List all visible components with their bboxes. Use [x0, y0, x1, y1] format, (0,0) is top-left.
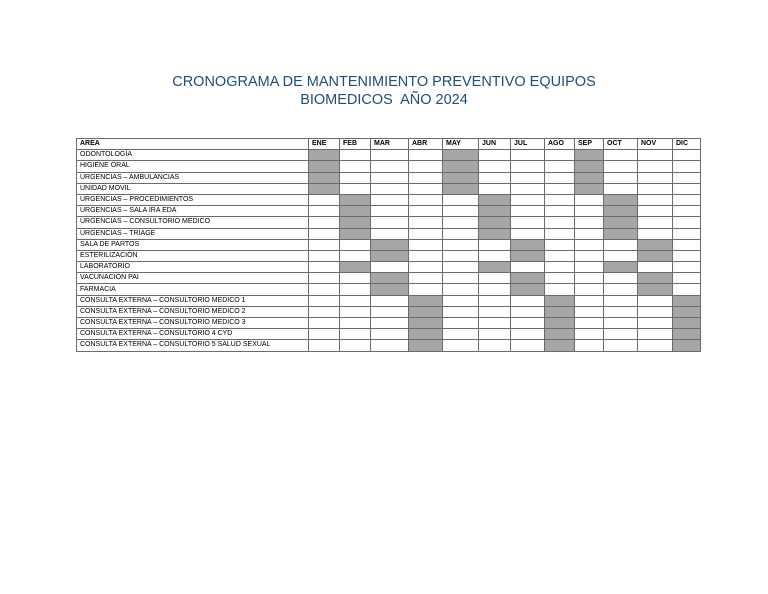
month-cell: [309, 340, 340, 351]
month-cell: [409, 217, 443, 228]
table-row: [77, 217, 701, 228]
month-cell: [443, 295, 479, 306]
table-row: [77, 262, 701, 273]
month-cell: [511, 172, 545, 183]
month-cell: [443, 262, 479, 273]
month-cell: [443, 329, 479, 340]
scheduled-month-cell: [443, 183, 479, 194]
scheduled-month-cell: [479, 194, 511, 205]
month-cell: [479, 172, 511, 183]
scheduled-month-cell: [638, 250, 673, 261]
month-cell: [409, 150, 443, 161]
scheduled-month-cell: [673, 295, 701, 306]
month-cell: [575, 318, 604, 329]
month-cell: [575, 295, 604, 306]
month-cell: [340, 172, 371, 183]
month-cell: [443, 318, 479, 329]
month-cell: [673, 206, 701, 217]
month-cell: [340, 284, 371, 295]
month-cell: [604, 239, 638, 250]
month-cell: [479, 329, 511, 340]
month-cell: [409, 228, 443, 239]
month-cell: [409, 194, 443, 205]
header-month-jul: JUL: [511, 139, 545, 150]
table-row: [77, 172, 701, 183]
table-row: [77, 284, 701, 295]
month-cell: [479, 239, 511, 250]
month-cell: [673, 250, 701, 261]
month-cell: [638, 194, 673, 205]
scheduled-month-cell: [545, 329, 575, 340]
month-cell: [511, 262, 545, 273]
header-month-may: MAY: [443, 139, 479, 150]
month-cell: [371, 340, 409, 351]
month-cell: [638, 217, 673, 228]
month-cell: [604, 172, 638, 183]
month-cell: [575, 273, 604, 284]
month-cell: [309, 194, 340, 205]
month-cell: [638, 206, 673, 217]
header-month-ago: AGO: [545, 139, 575, 150]
month-cell: [371, 150, 409, 161]
area-cell: CONSULTA EXTERNA – CONSULTORIO 4 CYD: [77, 329, 309, 340]
table-row: [77, 161, 701, 172]
scheduled-month-cell: [673, 340, 701, 351]
month-cell: [545, 194, 575, 205]
scheduled-month-cell: [443, 150, 479, 161]
month-cell: [479, 150, 511, 161]
header-month-jun: JUN: [479, 139, 511, 150]
month-cell: [545, 217, 575, 228]
month-cell: [604, 183, 638, 194]
title-line-1: CRONOGRAMA DE MANTENIMIENTO PREVENTIVO EQUIPOS: [172, 74, 596, 90]
month-cell: [371, 306, 409, 317]
scheduled-month-cell: [371, 239, 409, 250]
month-cell: [371, 228, 409, 239]
month-cell: [479, 306, 511, 317]
month-cell: [371, 295, 409, 306]
month-cell: [638, 340, 673, 351]
month-cell: [340, 329, 371, 340]
header-area: AREA: [77, 139, 309, 150]
scheduled-month-cell: [443, 172, 479, 183]
scheduled-month-cell: [575, 150, 604, 161]
table-body: [77, 150, 701, 351]
table-row: [77, 228, 701, 239]
month-cell: [340, 273, 371, 284]
month-cell: [371, 262, 409, 273]
month-cell: [545, 183, 575, 194]
scheduled-month-cell: [340, 262, 371, 273]
month-cell: [545, 262, 575, 273]
month-cell: [511, 217, 545, 228]
month-cell: [340, 183, 371, 194]
month-cell: [443, 340, 479, 351]
scheduled-month-cell: [309, 172, 340, 183]
scheduled-month-cell: [409, 329, 443, 340]
month-cell: [443, 194, 479, 205]
month-cell: [604, 295, 638, 306]
month-cell: [309, 239, 340, 250]
month-cell: [673, 228, 701, 239]
month-cell: [511, 340, 545, 351]
scheduled-month-cell: [443, 161, 479, 172]
month-cell: [309, 217, 340, 228]
month-cell: [545, 228, 575, 239]
table-row: [77, 239, 701, 250]
area-cell: CONSULTA EXTERNA – CONSULTORIO MEDICO 3: [77, 318, 309, 329]
month-cell: [340, 340, 371, 351]
scheduled-month-cell: [673, 329, 701, 340]
month-cell: [340, 306, 371, 317]
month-cell: [545, 250, 575, 261]
month-cell: [479, 318, 511, 329]
month-cell: [575, 250, 604, 261]
scheduled-month-cell: [340, 206, 371, 217]
month-cell: [673, 273, 701, 284]
month-cell: [371, 183, 409, 194]
scheduled-month-cell: [604, 194, 638, 205]
area-cell: URGENCIAS – CONSULTORIO MEDICO: [77, 217, 309, 228]
header-month-abr: ABR: [409, 139, 443, 150]
month-cell: [309, 295, 340, 306]
scheduled-month-cell: [479, 262, 511, 273]
month-cell: [545, 273, 575, 284]
table-row: [77, 150, 701, 161]
month-cell: [575, 228, 604, 239]
area-cell: VACUNACIÓN PAI: [77, 273, 309, 284]
month-cell: [511, 306, 545, 317]
month-cell: [309, 284, 340, 295]
month-cell: [340, 318, 371, 329]
month-cell: [673, 161, 701, 172]
header-month-nov: NOV: [638, 139, 673, 150]
header-month-ene: ENE: [309, 139, 340, 150]
month-cell: [443, 273, 479, 284]
month-cell: [371, 206, 409, 217]
scheduled-month-cell: [638, 239, 673, 250]
month-cell: [673, 217, 701, 228]
month-cell: [604, 150, 638, 161]
table-row: [77, 183, 701, 194]
maintenance-schedule-table: [76, 138, 701, 352]
month-cell: [545, 150, 575, 161]
scheduled-month-cell: [604, 262, 638, 273]
document-title: [0, 73, 768, 109]
month-cell: [479, 295, 511, 306]
month-cell: [443, 306, 479, 317]
header-month-mar: MAR: [371, 139, 409, 150]
month-cell: [409, 161, 443, 172]
month-cell: [604, 273, 638, 284]
area-cell: ESTERILIZACIÓN: [77, 250, 309, 261]
table-row: [77, 329, 701, 340]
month-cell: [511, 295, 545, 306]
month-cell: [545, 161, 575, 172]
month-cell: [340, 239, 371, 250]
table-row: [77, 194, 701, 205]
month-cell: [673, 172, 701, 183]
title-line-2: BIOMEDICOS AÑO 2024: [300, 92, 468, 108]
scheduled-month-cell: [638, 273, 673, 284]
scheduled-month-cell: [673, 306, 701, 317]
month-cell: [511, 206, 545, 217]
month-cell: [575, 262, 604, 273]
area-cell: URGENCIAS – AMBULANCIAS: [77, 172, 309, 183]
area-cell: URGENCIAS – TRIAGE: [77, 228, 309, 239]
month-cell: [638, 329, 673, 340]
month-cell: [309, 318, 340, 329]
scheduled-month-cell: [638, 284, 673, 295]
month-cell: [638, 161, 673, 172]
month-cell: [604, 250, 638, 261]
month-cell: [545, 206, 575, 217]
scheduled-month-cell: [545, 340, 575, 351]
scheduled-month-cell: [309, 183, 340, 194]
month-cell: [371, 217, 409, 228]
month-cell: [479, 340, 511, 351]
month-cell: [371, 172, 409, 183]
area-cell: URGENCIAS – SALA IRA EDA: [77, 206, 309, 217]
header-month-sep: SEP: [575, 139, 604, 150]
month-cell: [638, 262, 673, 273]
month-cell: [604, 318, 638, 329]
month-cell: [340, 295, 371, 306]
month-cell: [309, 262, 340, 273]
table-row: [77, 295, 701, 306]
month-cell: [479, 284, 511, 295]
month-cell: [409, 206, 443, 217]
month-cell: [309, 250, 340, 261]
month-cell: [309, 329, 340, 340]
table-row: [77, 340, 701, 351]
month-cell: [638, 306, 673, 317]
scheduled-month-cell: [340, 217, 371, 228]
month-cell: [340, 150, 371, 161]
area-cell: UNIDAD MOVIL: [77, 183, 309, 194]
month-cell: [638, 295, 673, 306]
table-row: [77, 250, 701, 261]
month-cell: [545, 172, 575, 183]
month-cell: [371, 194, 409, 205]
month-cell: [638, 150, 673, 161]
month-cell: [371, 161, 409, 172]
scheduled-month-cell: [545, 295, 575, 306]
scheduled-month-cell: [479, 217, 511, 228]
scheduled-month-cell: [545, 318, 575, 329]
month-cell: [511, 183, 545, 194]
table-header-row: [77, 139, 701, 150]
scheduled-month-cell: [409, 340, 443, 351]
area-cell: FARMACIA: [77, 284, 309, 295]
table-row: [77, 306, 701, 317]
scheduled-month-cell: [545, 306, 575, 317]
scheduled-month-cell: [575, 161, 604, 172]
month-cell: [309, 206, 340, 217]
month-cell: [309, 273, 340, 284]
area-cell: CONSULTA EXTERNA – CONSULTORIO MEDICO 2: [77, 306, 309, 317]
month-cell: [545, 239, 575, 250]
month-cell: [575, 306, 604, 317]
scheduled-month-cell: [511, 284, 545, 295]
table-row: [77, 318, 701, 329]
month-cell: [443, 228, 479, 239]
scheduled-month-cell: [409, 306, 443, 317]
area-cell: URGENCIAS – PROCEDIMIENTOS: [77, 194, 309, 205]
month-cell: [604, 306, 638, 317]
month-cell: [371, 329, 409, 340]
month-cell: [309, 306, 340, 317]
header-month-dic: DIC: [673, 139, 701, 150]
month-cell: [443, 250, 479, 261]
scheduled-month-cell: [479, 228, 511, 239]
month-cell: [371, 318, 409, 329]
header-month-oct: OCT: [604, 139, 638, 150]
scheduled-month-cell: [575, 183, 604, 194]
scheduled-month-cell: [511, 239, 545, 250]
area-cell: HIGIENE ORAL: [77, 161, 309, 172]
month-cell: [511, 228, 545, 239]
scheduled-month-cell: [371, 250, 409, 261]
month-cell: [673, 284, 701, 295]
month-cell: [443, 284, 479, 295]
table-row: [77, 206, 701, 217]
month-cell: [638, 318, 673, 329]
month-cell: [409, 250, 443, 261]
month-cell: [479, 273, 511, 284]
month-cell: [443, 206, 479, 217]
scheduled-month-cell: [309, 150, 340, 161]
scheduled-month-cell: [340, 228, 371, 239]
month-cell: [575, 340, 604, 351]
month-cell: [575, 217, 604, 228]
month-cell: [511, 329, 545, 340]
scheduled-month-cell: [409, 295, 443, 306]
month-cell: [604, 284, 638, 295]
month-cell: [575, 239, 604, 250]
month-cell: [479, 183, 511, 194]
month-cell: [673, 194, 701, 205]
month-cell: [409, 273, 443, 284]
area-cell: LABORATORIO: [77, 262, 309, 273]
table-row: [77, 273, 701, 284]
month-cell: [511, 161, 545, 172]
month-cell: [443, 217, 479, 228]
month-cell: [638, 228, 673, 239]
month-cell: [409, 172, 443, 183]
area-cell: CONSULTA EXTERNA – CONSULTORIO MEDICO 1: [77, 295, 309, 306]
scheduled-month-cell: [511, 250, 545, 261]
scheduled-month-cell: [479, 206, 511, 217]
scheduled-month-cell: [604, 217, 638, 228]
area-cell: ODONTOLOGÍA: [77, 150, 309, 161]
month-cell: [604, 329, 638, 340]
month-cell: [479, 250, 511, 261]
month-cell: [638, 172, 673, 183]
header-month-feb: FEB: [340, 139, 371, 150]
scheduled-month-cell: [673, 318, 701, 329]
month-cell: [479, 161, 511, 172]
month-cell: [673, 183, 701, 194]
area-cell: SALA DE PARTOS: [77, 239, 309, 250]
month-cell: [673, 262, 701, 273]
month-cell: [340, 250, 371, 261]
scheduled-month-cell: [409, 318, 443, 329]
month-cell: [575, 206, 604, 217]
scheduled-month-cell: [371, 284, 409, 295]
month-cell: [604, 161, 638, 172]
month-cell: [575, 194, 604, 205]
scheduled-month-cell: [309, 161, 340, 172]
month-cell: [511, 150, 545, 161]
scheduled-month-cell: [340, 194, 371, 205]
month-cell: [409, 262, 443, 273]
month-cell: [545, 284, 575, 295]
month-cell: [511, 194, 545, 205]
month-cell: [409, 239, 443, 250]
scheduled-month-cell: [604, 206, 638, 217]
scheduled-month-cell: [604, 228, 638, 239]
scheduled-month-cell: [575, 172, 604, 183]
month-cell: [443, 239, 479, 250]
area-cell: CONSULTA EXTERNA – CONSULTORIO 5 SALUD SEXUAL: [77, 340, 309, 351]
month-cell: [309, 228, 340, 239]
scheduled-month-cell: [511, 273, 545, 284]
month-cell: [673, 239, 701, 250]
month-cell: [575, 284, 604, 295]
month-cell: [673, 150, 701, 161]
scheduled-month-cell: [371, 273, 409, 284]
month-cell: [409, 183, 443, 194]
month-cell: [575, 329, 604, 340]
month-cell: [409, 284, 443, 295]
month-cell: [511, 318, 545, 329]
month-cell: [638, 183, 673, 194]
month-cell: [604, 340, 638, 351]
month-cell: [340, 161, 371, 172]
